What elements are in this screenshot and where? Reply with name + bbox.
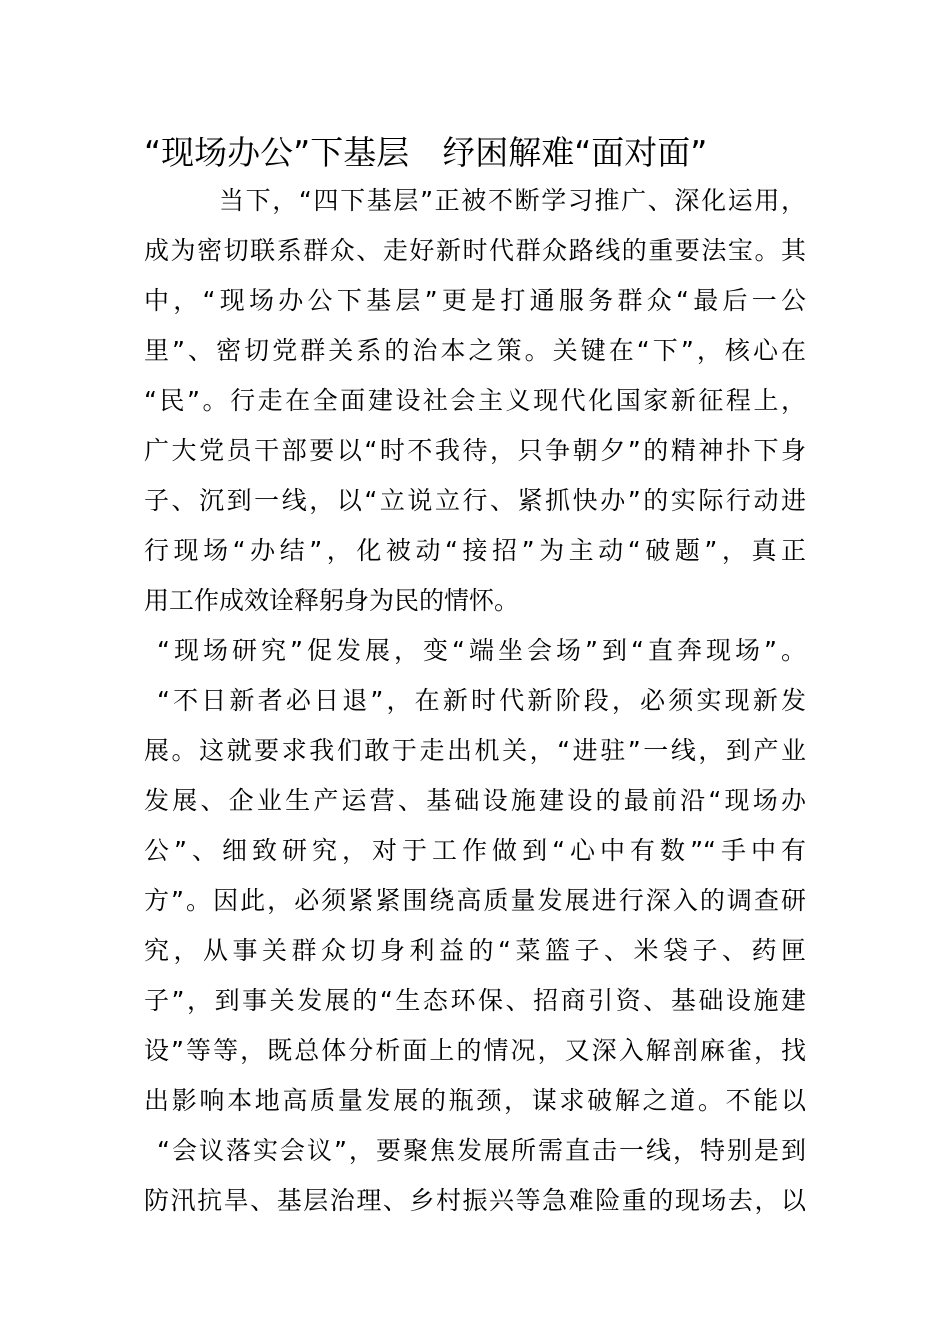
paragraph-line: “会议落实会议”，要聚焦发展所需直击一线，特别是到 bbox=[157, 1136, 806, 1165]
paragraph-line: 设”等等，既总体分析面上的情况，又深入解剖麻雀，找 bbox=[144, 1036, 806, 1065]
paragraph-line: 子”，到事关发展的“生态环保、招商引资、基础设施建 bbox=[144, 986, 806, 1015]
paragraph-line: 防汛抗旱、基层治理、乡村振兴等急难险重的现场去，以 bbox=[144, 1186, 806, 1215]
paragraph-line: 广大党员干部要以“时不我待，只争朝夕”的精神扑下身 bbox=[144, 436, 806, 465]
paragraph-line: 当下，“四下基层”正被不断学习推广、深化运用， bbox=[219, 186, 806, 215]
paragraph-line: 发展、企业生产运营、基础设施建设的最前沿“现场办 bbox=[144, 786, 806, 815]
document-title: “现场办公”下基层 纾困解难“面对面” bbox=[144, 133, 708, 172]
paragraph-line: 里”、密切党群关系的治本之策。关键在“下”，核心在 bbox=[144, 336, 806, 365]
paragraph-line: 成为密切联系群众、走好新时代群众路线的重要法宝。其 bbox=[144, 236, 806, 265]
paragraph-line: “民”。行走在全面建设社会主义现代化国家新征程上， bbox=[144, 386, 806, 415]
paragraph-line: 行现场“办结”，化被动“接招”为主动“破题”，真正 bbox=[144, 536, 806, 565]
paragraph-line: 公”、细致研究，对于工作做到“心中有数”“手中有 bbox=[144, 836, 806, 865]
paragraph-line: 子、沉到一线，以“立说立行、紧抓快办”的实际行动进 bbox=[144, 486, 806, 515]
paragraph-line: “不日新者必日退”，在新时代新阶段，必须实现新发 bbox=[157, 686, 806, 715]
paragraph-line: “现场研究”促发展，变“端坐会场”到“直奔现场”。 bbox=[157, 636, 806, 665]
paragraph-line: 出影响本地高质量发展的瓶颈，谋求破解之道。不能以 bbox=[144, 1086, 806, 1115]
paragraph-line: 用工作成效诠释躬身为民的情怀。 bbox=[144, 586, 520, 615]
paragraph-line: 方”。因此，必须紧紧围绕高质量发展进行深入的调查研 bbox=[144, 886, 806, 915]
paragraph-line: 中，“现场办公下基层”更是打通服务群众“最后一公 bbox=[144, 286, 806, 315]
paragraph-line: 展。这就要求我们敢于走出机关，“进驻”一线，到产业 bbox=[144, 736, 806, 765]
paragraph-line: 究，从事关群众切身利益的“菜篮子、米袋子、药匣 bbox=[144, 936, 806, 965]
